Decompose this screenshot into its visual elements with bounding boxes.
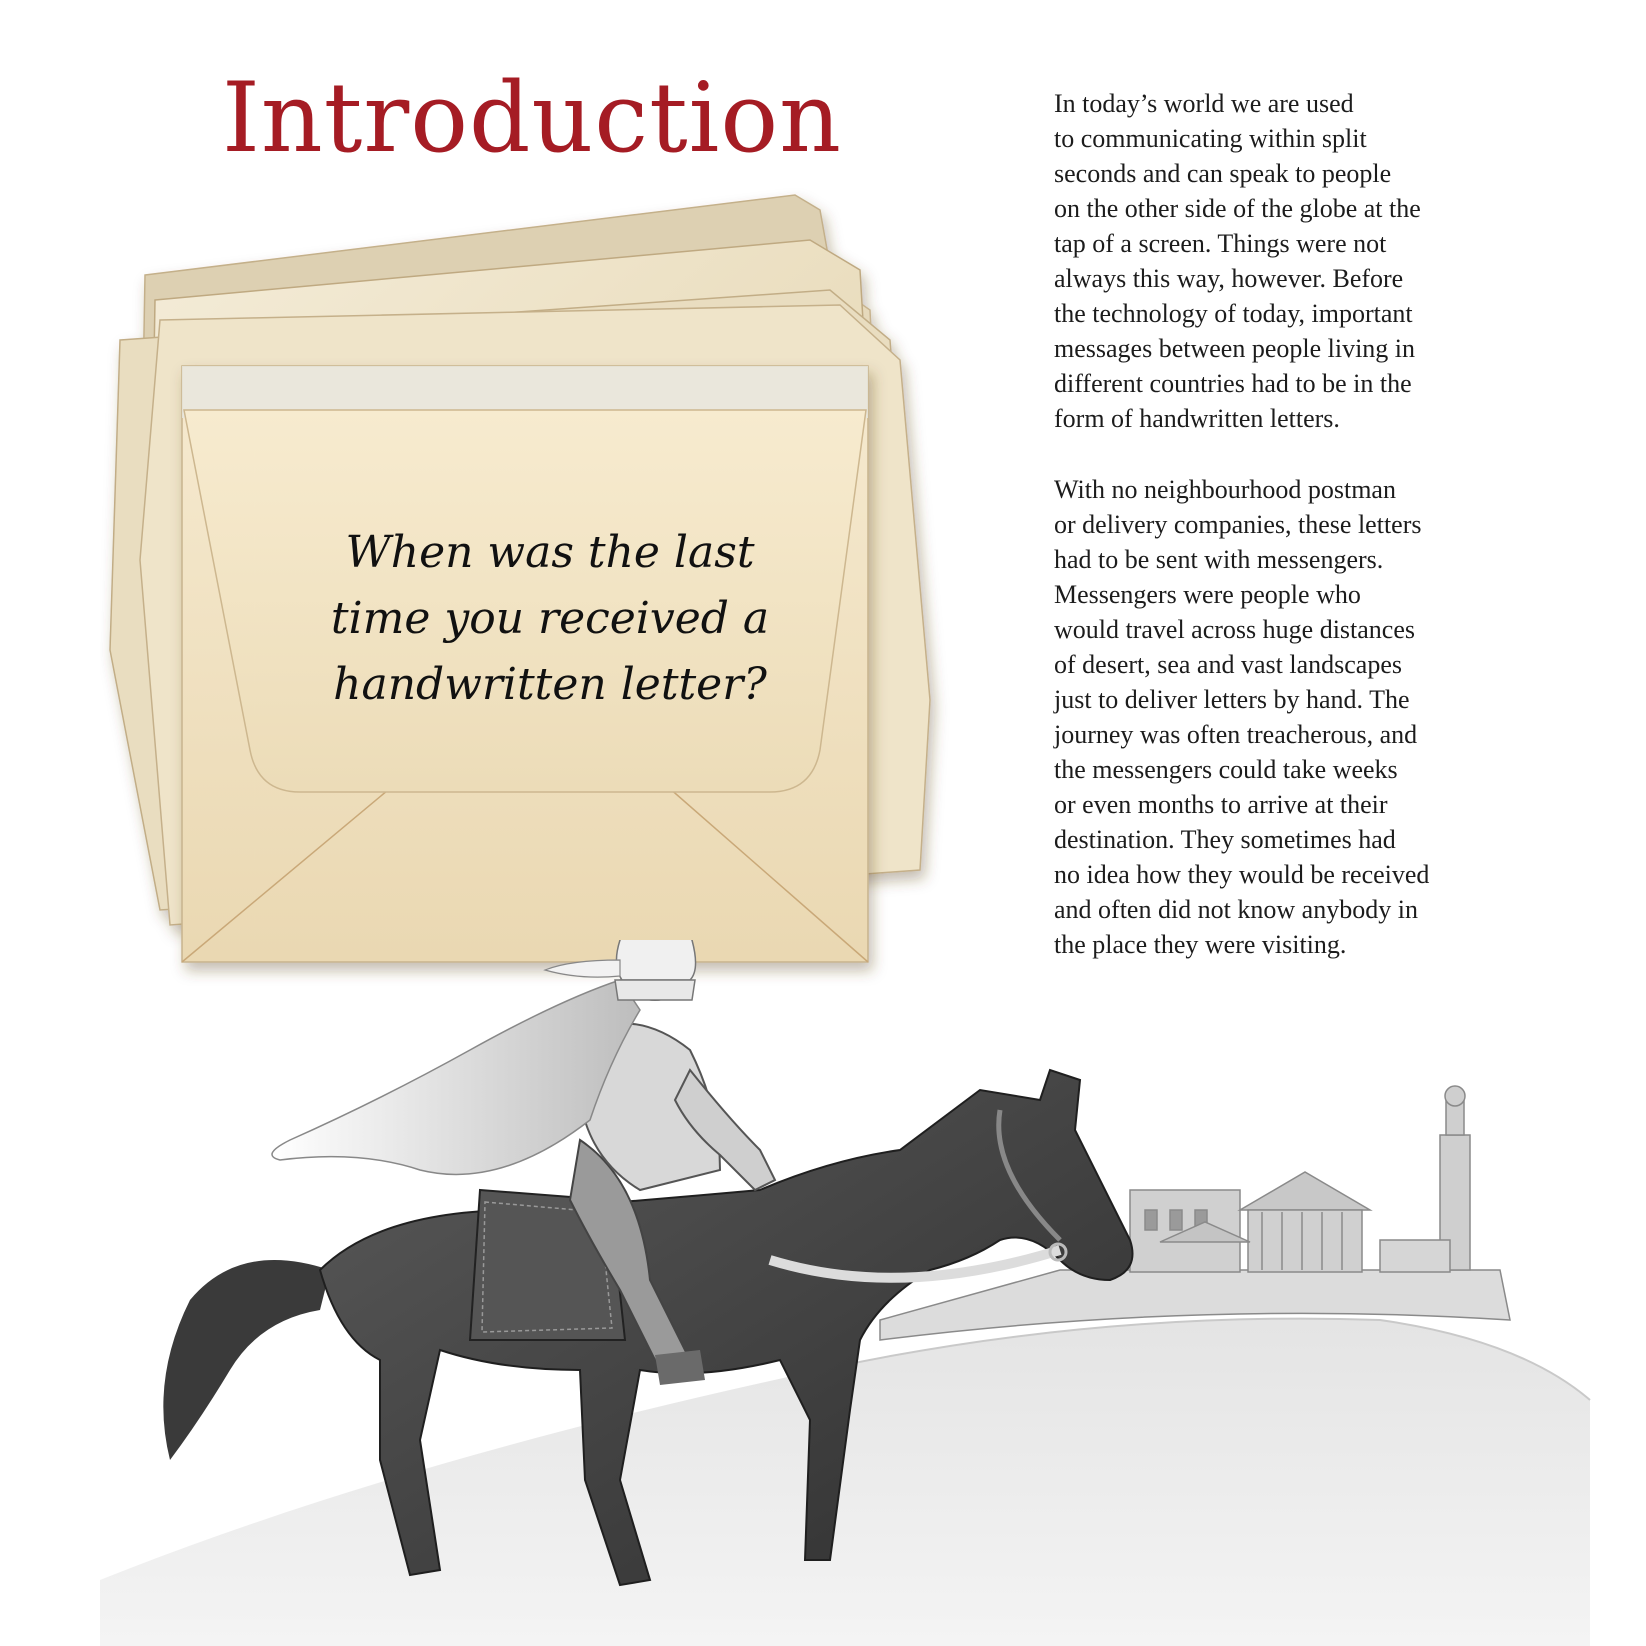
text-line: no idea how they would be received bbox=[1054, 860, 1430, 889]
text-line: messages between people living in bbox=[1054, 334, 1416, 363]
text-line: and often did not know anybody in bbox=[1054, 895, 1418, 924]
text-line: on the other side of the globe at the bbox=[1054, 194, 1421, 223]
text-line: would travel across huge distances bbox=[1054, 615, 1416, 644]
paragraph-2 bbox=[1054, 472, 1474, 962]
question-line: time you received a bbox=[330, 593, 770, 644]
text-line: the messengers could take weeks bbox=[1054, 755, 1398, 784]
text-line: Messengers were people who bbox=[1054, 580, 1361, 609]
text-line: journey was often treacherous, and bbox=[1054, 720, 1418, 749]
text-line: different countries had to be in the bbox=[1054, 369, 1412, 398]
messenger-scene-illustration bbox=[0, 940, 1646, 1646]
text-line: just to deliver letters by hand. The bbox=[1054, 685, 1410, 714]
text-line: destination. They sometimes had bbox=[1054, 825, 1396, 854]
paragraph-1 bbox=[1054, 86, 1474, 436]
text-line: In today’s world we are used bbox=[1054, 89, 1354, 118]
page-title: Introduction bbox=[222, 62, 842, 174]
text-line: always this way, however. Before bbox=[1054, 264, 1404, 293]
text-line: of desert, sea and vast landscapes bbox=[1054, 650, 1402, 679]
text-line: seconds and can speak to people bbox=[1054, 159, 1392, 188]
question-line: When was the last bbox=[345, 527, 755, 578]
text-line: to communicating within split bbox=[1054, 124, 1367, 153]
question-line: handwritten letter? bbox=[333, 659, 767, 710]
question-text bbox=[260, 520, 840, 718]
text-line: or delivery companies, these letters bbox=[1054, 510, 1422, 539]
text-line: or even months to arrive at their bbox=[1054, 790, 1388, 819]
text-line: With no neighbourhood postman bbox=[1054, 475, 1396, 504]
text-line: had to be sent with messengers. bbox=[1054, 545, 1384, 574]
text-line: the technology of today, important bbox=[1054, 299, 1413, 328]
text-line: tap of a screen. Things were not bbox=[1054, 229, 1387, 258]
text-line: the place they were visiting. bbox=[1054, 930, 1347, 959]
text-line: form of handwritten letters. bbox=[1054, 404, 1340, 433]
